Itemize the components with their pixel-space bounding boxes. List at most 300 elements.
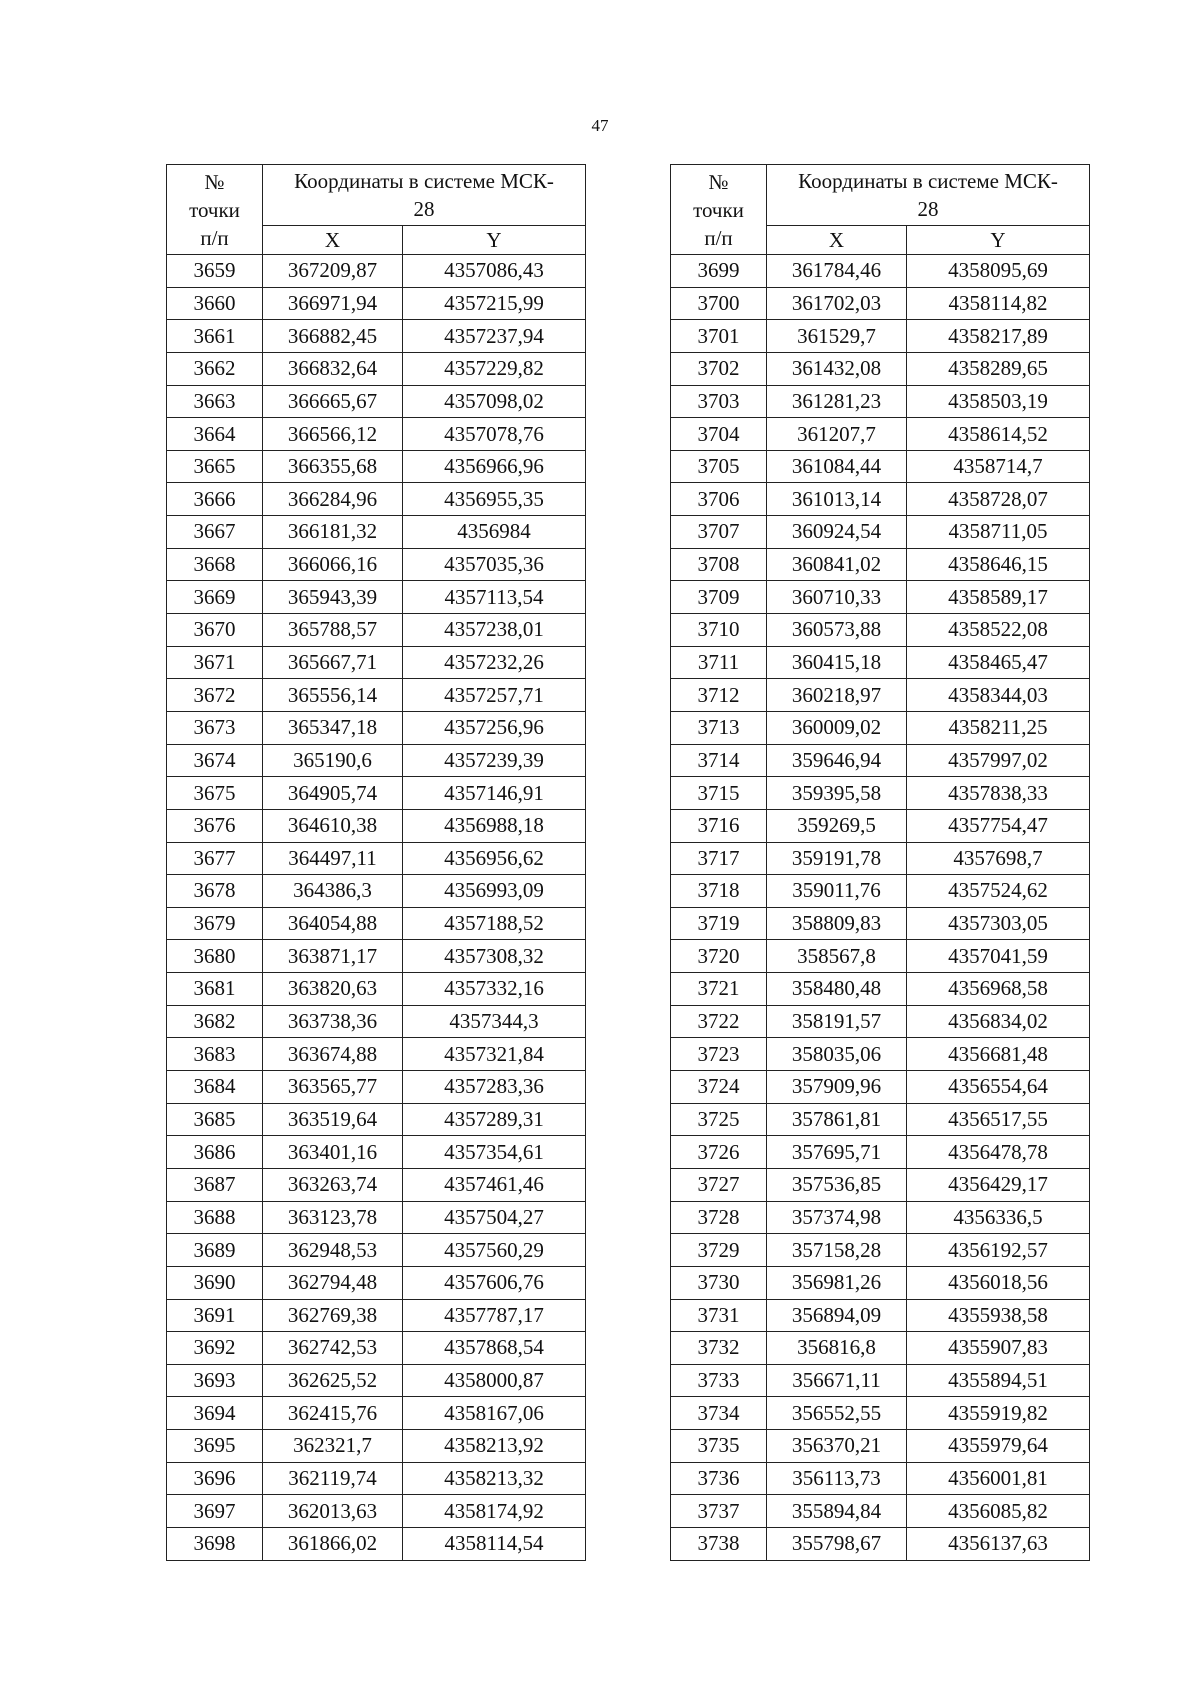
table-row [671,1462,1090,1495]
header-num-abbrev: п/п [200,225,229,250]
table-row [671,352,1090,385]
table-row [671,875,1090,908]
x-coordinate-cell: 361529,7 [767,320,907,353]
y-coordinate-cell: 4357308,32 [403,940,586,973]
table-row [671,940,1090,973]
x-coordinate-cell: 356816,8 [767,1332,907,1365]
point-number-cell: 3687 [167,1168,263,1201]
point-number-cell: 3671 [167,646,263,679]
table-row [167,1136,586,1169]
point-number-cell: 3692 [167,1332,263,1365]
point-number-cell: 3685 [167,1103,263,1136]
table-row [167,1234,586,1267]
point-number-cell: 3719 [671,907,767,940]
table-row [671,1527,1090,1560]
x-coordinate-cell: 363263,74 [263,1168,403,1201]
y-coordinate-cell: 4357229,82 [403,352,586,385]
x-coordinate-cell: 359395,58 [767,777,907,810]
point-number-cell: 3731 [671,1299,767,1332]
point-number-cell: 3693 [167,1364,263,1397]
table-row [671,516,1090,549]
y-coordinate-cell: 4356968,58 [907,973,1090,1006]
y-coordinate-cell: 4358522,08 [907,614,1090,647]
table-row [167,516,586,549]
table-row [167,1495,586,1528]
x-header: X [263,226,403,255]
table-row [167,548,586,581]
x-coordinate-cell: 360841,02 [767,548,907,581]
x-coordinate-cell: 365556,14 [263,679,403,712]
x-coordinate-cell: 365788,57 [263,614,403,647]
x-coordinate-cell: 357158,28 [767,1234,907,1267]
header-num-word: точки [189,197,240,222]
x-coordinate-cell: 358191,57 [767,1005,907,1038]
point-number-cell: 3717 [671,842,767,875]
table-row [671,842,1090,875]
y-coordinate-cell: 4355938,58 [907,1299,1090,1332]
y-coordinate-cell: 4357606,76 [403,1266,586,1299]
y-coordinate-cell: 4356966,96 [403,450,586,483]
table-row [167,907,586,940]
x-coordinate-cell: 366971,94 [263,287,403,320]
table-row [671,646,1090,679]
y-coordinate-cell: 4358289,65 [907,352,1090,385]
y-coordinate-cell: 4357035,36 [403,548,586,581]
x-coordinate-cell: 360924,54 [767,516,907,549]
x-coordinate-cell: 359191,78 [767,842,907,875]
table-row [167,842,586,875]
point-number-cell: 3666 [167,483,263,516]
x-coordinate-cell: 357909,96 [767,1071,907,1104]
table-row [167,940,586,973]
point-number-cell: 3661 [167,320,263,353]
y-coordinate-cell: 4356336,5 [907,1201,1090,1234]
coord-header-line1: Координаты в системе МСК- [294,169,554,193]
y-coordinate-cell: 4358095,69 [907,255,1090,288]
point-number-cell: 3707 [671,516,767,549]
point-number-cell: 3736 [671,1462,767,1495]
y-coordinate-cell: 4357560,29 [403,1234,586,1267]
point-number-cell: 3680 [167,940,263,973]
y-coordinate-cell: 4357086,43 [403,255,586,288]
table-row [167,1005,586,1038]
x-coordinate-cell: 366284,96 [263,483,403,516]
table-row [167,1397,586,1430]
table-row [167,1071,586,1104]
x-coordinate-cell: 365190,6 [263,744,403,777]
point-number-cell: 3710 [671,614,767,647]
point-number-cell: 3697 [167,1495,263,1528]
y-coordinate-cell: 4356554,64 [907,1071,1090,1104]
y-coordinate-cell: 4358465,47 [907,646,1090,679]
table-row [671,255,1090,288]
table-row [671,1038,1090,1071]
y-coordinate-cell: 4355919,82 [907,1397,1090,1430]
x-coordinate-cell: 358809,83 [767,907,907,940]
table-row [671,418,1090,451]
point-number-cell: 3691 [167,1299,263,1332]
table-row [671,1103,1090,1136]
header-num-symbol: № [204,169,225,194]
x-coordinate-cell: 362742,53 [263,1332,403,1365]
point-number-cell: 3689 [167,1234,263,1267]
y-coordinate-cell: 4357113,54 [403,581,586,614]
point-number-header [671,165,767,255]
table-body-right [671,255,1090,1561]
table-row [167,1299,586,1332]
x-coordinate-cell: 361084,44 [767,450,907,483]
table-row [671,1299,1090,1332]
x-coordinate-cell: 355894,84 [767,1495,907,1528]
x-coordinate-cell: 363674,88 [263,1038,403,1071]
x-coordinate-cell: 364386,3 [263,875,403,908]
y-coordinate-cell: 4358714,7 [907,450,1090,483]
page-number: 47 [591,116,609,135]
point-number-cell: 3722 [671,1005,767,1038]
table-row [167,1462,586,1495]
y-coordinate-cell: 4356956,62 [403,842,586,875]
table-row [671,1266,1090,1299]
table-row [671,744,1090,777]
table-row [671,548,1090,581]
y-coordinate-cell: 4358174,92 [403,1495,586,1528]
y-coordinate-cell: 4357504,27 [403,1201,586,1234]
table-row [671,777,1090,810]
point-number-cell: 3703 [671,385,767,418]
coordinates-table-left [166,164,586,1561]
x-coordinate-cell: 362948,53 [263,1234,403,1267]
table-row [167,1364,586,1397]
table-row [167,1266,586,1299]
table-row [671,320,1090,353]
x-coordinate-cell: 366355,68 [263,450,403,483]
y-coordinate-cell: 4358503,19 [907,385,1090,418]
y-coordinate-cell: 4358646,15 [907,548,1090,581]
point-number-cell: 3677 [167,842,263,875]
table-row [167,418,586,451]
x-coordinate-cell: 358035,06 [767,1038,907,1071]
point-number-cell: 3695 [167,1430,263,1463]
point-number-cell: 3690 [167,1266,263,1299]
table-row [671,581,1090,614]
y-coordinate-cell: 4358728,07 [907,483,1090,516]
point-number-cell: 3676 [167,809,263,842]
x-coordinate-cell: 362794,48 [263,1266,403,1299]
table-row [167,679,586,712]
point-number-cell: 3668 [167,548,263,581]
header-num-abbrev: п/п [704,225,733,250]
point-number-cell: 3709 [671,581,767,614]
point-number-cell: 3733 [671,1364,767,1397]
table-row [167,352,586,385]
x-coordinate-cell: 364905,74 [263,777,403,810]
point-number-cell: 3665 [167,450,263,483]
point-number-cell: 3737 [671,1495,767,1528]
coordinates-header [263,165,586,226]
table-row [167,1430,586,1463]
point-number-cell: 3727 [671,1168,767,1201]
x-coordinate-cell: 360573,88 [767,614,907,647]
y-coordinate-cell: 4357239,39 [403,744,586,777]
point-number-cell: 3728 [671,1201,767,1234]
y-coordinate-cell: 4357188,52 [403,907,586,940]
y-coordinate-cell: 4356192,57 [907,1234,1090,1267]
y-coordinate-cell: 4356478,78 [907,1136,1090,1169]
point-number-cell: 3664 [167,418,263,451]
point-number-cell: 3682 [167,1005,263,1038]
y-coordinate-cell: 4357332,16 [403,973,586,1006]
table-row [671,1071,1090,1104]
table-row [167,320,586,353]
x-coordinate-cell: 362321,7 [263,1430,403,1463]
x-coordinate-cell: 358480,48 [767,973,907,1006]
y-coordinate-cell: 4356137,63 [907,1527,1090,1560]
y-coordinate-cell: 4358000,87 [403,1364,586,1397]
table-row [671,385,1090,418]
x-coordinate-cell: 361702,03 [767,287,907,320]
point-number-cell: 3678 [167,875,263,908]
table-row [671,1430,1090,1463]
y-coordinate-cell: 4357256,96 [403,711,586,744]
table-row [671,1364,1090,1397]
x-coordinate-cell: 359269,5 [767,809,907,842]
y-header: Y [907,226,1090,255]
table-row [167,1332,586,1365]
table-row [671,907,1090,940]
point-number-cell: 3713 [671,711,767,744]
table-row [167,744,586,777]
point-number-cell: 3704 [671,418,767,451]
point-number-cell: 3718 [671,875,767,908]
table-row [167,646,586,679]
table-row [167,255,586,288]
y-coordinate-cell: 4358211,25 [907,711,1090,744]
x-coordinate-cell: 362013,63 [263,1495,403,1528]
y-coordinate-cell: 4358213,92 [403,1430,586,1463]
point-number-cell: 3705 [671,450,767,483]
x-coordinate-cell: 356552,55 [767,1397,907,1430]
y-coordinate-cell: 4357283,36 [403,1071,586,1104]
x-coordinate-cell: 357695,71 [767,1136,907,1169]
x-coordinate-cell: 365667,71 [263,646,403,679]
table-row [671,287,1090,320]
y-coordinate-cell: 4355979,64 [907,1430,1090,1463]
x-coordinate-cell: 357536,85 [767,1168,907,1201]
point-number-cell: 3662 [167,352,263,385]
table-row [167,1201,586,1234]
y-coordinate-cell: 4357146,91 [403,777,586,810]
table-row [671,809,1090,842]
coordinates-header [767,165,1090,226]
x-coordinate-cell: 361432,08 [767,352,907,385]
x-coordinate-cell: 360009,02 [767,711,907,744]
x-coordinate-cell: 364054,88 [263,907,403,940]
x-coordinate-cell: 361866,02 [263,1527,403,1560]
y-coordinate-cell: 4357997,02 [907,744,1090,777]
table-row [671,450,1090,483]
y-coordinate-cell: 4357257,71 [403,679,586,712]
y-coordinate-cell: 4357289,31 [403,1103,586,1136]
y-coordinate-cell: 4357303,05 [907,907,1090,940]
point-number-cell: 3734 [671,1397,767,1430]
y-coordinate-cell: 4356955,35 [403,483,586,516]
x-coordinate-cell: 363565,77 [263,1071,403,1104]
point-number-cell: 3698 [167,1527,263,1560]
x-coordinate-cell: 365943,39 [263,581,403,614]
y-coordinate-cell: 4358614,52 [907,418,1090,451]
point-number-cell: 3724 [671,1071,767,1104]
y-coordinate-cell: 4356988,18 [403,809,586,842]
x-coordinate-cell: 366566,12 [263,418,403,451]
x-coordinate-cell: 366832,64 [263,352,403,385]
y-coordinate-cell: 4357698,7 [907,842,1090,875]
y-coordinate-cell: 4355907,83 [907,1332,1090,1365]
x-coordinate-cell: 357374,98 [767,1201,907,1234]
x-coordinate-cell: 359646,94 [767,744,907,777]
point-number-cell: 3660 [167,287,263,320]
point-number-header [167,165,263,255]
y-coordinate-cell: 4356018,56 [907,1266,1090,1299]
table-row [167,777,586,810]
point-number-cell: 3712 [671,679,767,712]
point-number-cell: 3729 [671,1234,767,1267]
table-row [167,875,586,908]
coord-header-line1: Координаты в системе МСК- [798,169,1058,193]
point-number-cell: 3694 [167,1397,263,1430]
y-coordinate-cell: 4357461,46 [403,1168,586,1201]
x-coordinate-cell: 364497,11 [263,842,403,875]
table-row [671,1495,1090,1528]
y-coordinate-cell: 4357215,99 [403,287,586,320]
table-row [671,1234,1090,1267]
table-row [671,1136,1090,1169]
point-number-cell: 3708 [671,548,767,581]
y-coordinate-cell: 4357354,61 [403,1136,586,1169]
x-coordinate-cell: 365347,18 [263,711,403,744]
table-row [671,1201,1090,1234]
point-number-cell: 3725 [671,1103,767,1136]
x-coordinate-cell: 356894,09 [767,1299,907,1332]
point-number-cell: 3684 [167,1071,263,1104]
header-num-symbol: № [708,169,729,194]
point-number-cell: 3726 [671,1136,767,1169]
y-coordinate-cell: 4357098,02 [403,385,586,418]
y-coordinate-cell: 4356993,09 [403,875,586,908]
table-row [167,483,586,516]
y-coordinate-cell: 4357524,62 [907,875,1090,908]
y-coordinate-cell: 4358167,06 [403,1397,586,1430]
point-number-cell: 3735 [671,1430,767,1463]
x-coordinate-cell: 366181,32 [263,516,403,549]
y-header: Y [403,226,586,255]
point-number-cell: 3732 [671,1332,767,1365]
point-number-cell: 3681 [167,973,263,1006]
x-coordinate-cell: 356671,11 [767,1364,907,1397]
table-body-left [167,255,586,1561]
y-coordinate-cell: 4357787,17 [403,1299,586,1332]
point-number-cell: 3715 [671,777,767,810]
x-coordinate-cell: 359011,76 [767,875,907,908]
table-row [167,581,586,614]
point-number-cell: 3738 [671,1527,767,1560]
point-number-cell: 3669 [167,581,263,614]
coordinates-table-right [670,164,1090,1561]
point-number-cell: 3702 [671,352,767,385]
x-coordinate-cell: 361784,46 [767,255,907,288]
y-coordinate-cell: 4356085,82 [907,1495,1090,1528]
point-number-cell: 3720 [671,940,767,973]
point-number-cell: 3672 [167,679,263,712]
x-coordinate-cell: 362119,74 [263,1462,403,1495]
x-coordinate-cell: 358567,8 [767,940,907,973]
y-coordinate-cell: 4357868,54 [403,1332,586,1365]
point-number-cell: 3706 [671,483,767,516]
x-coordinate-cell: 363123,78 [263,1201,403,1234]
y-coordinate-cell: 4356984 [403,516,586,549]
y-coordinate-cell: 4355894,51 [907,1364,1090,1397]
y-coordinate-cell: 4357321,84 [403,1038,586,1071]
x-coordinate-cell: 356370,21 [767,1430,907,1463]
table-row [671,973,1090,1006]
point-number-cell: 3714 [671,744,767,777]
x-coordinate-cell: 366066,16 [263,548,403,581]
x-coordinate-cell: 366882,45 [263,320,403,353]
y-coordinate-cell: 4357237,94 [403,320,586,353]
y-coordinate-cell: 4357232,26 [403,646,586,679]
point-number-cell: 3659 [167,255,263,288]
y-coordinate-cell: 4357344,3 [403,1005,586,1038]
point-number-cell: 3670 [167,614,263,647]
y-coordinate-cell: 4358217,89 [907,320,1090,353]
table-row [167,450,586,483]
x-coordinate-cell: 362769,38 [263,1299,403,1332]
y-coordinate-cell: 4356001,81 [907,1462,1090,1495]
x-coordinate-cell: 362625,52 [263,1364,403,1397]
x-coordinate-cell: 357861,81 [767,1103,907,1136]
table-row [671,1168,1090,1201]
table-row [167,1527,586,1560]
table-row [167,385,586,418]
y-coordinate-cell: 4356517,55 [907,1103,1090,1136]
table-row [671,614,1090,647]
x-coordinate-cell: 361207,7 [767,418,907,451]
y-coordinate-cell: 4357838,33 [907,777,1090,810]
y-coordinate-cell: 4356429,17 [907,1168,1090,1201]
x-coordinate-cell: 361281,23 [767,385,907,418]
point-number-cell: 3675 [167,777,263,810]
table-row [167,287,586,320]
table-row [671,483,1090,516]
point-number-cell: 3716 [671,809,767,842]
x-coordinate-cell: 367209,87 [263,255,403,288]
point-number-cell: 3730 [671,1266,767,1299]
x-coordinate-cell: 364610,38 [263,809,403,842]
point-number-cell: 3721 [671,973,767,1006]
point-number-cell: 3683 [167,1038,263,1071]
x-coordinate-cell: 360218,97 [767,679,907,712]
point-number-cell: 3688 [167,1201,263,1234]
table-row [167,1168,586,1201]
point-number-cell: 3696 [167,1462,263,1495]
point-number-cell: 3723 [671,1038,767,1071]
coord-header-line2: 28 [917,197,939,221]
point-number-cell: 3663 [167,385,263,418]
x-coordinate-cell: 363871,17 [263,940,403,973]
point-number-cell: 3699 [671,255,767,288]
table-row [671,1397,1090,1430]
x-coordinate-cell: 363519,64 [263,1103,403,1136]
header-num-word: точки [693,197,744,222]
